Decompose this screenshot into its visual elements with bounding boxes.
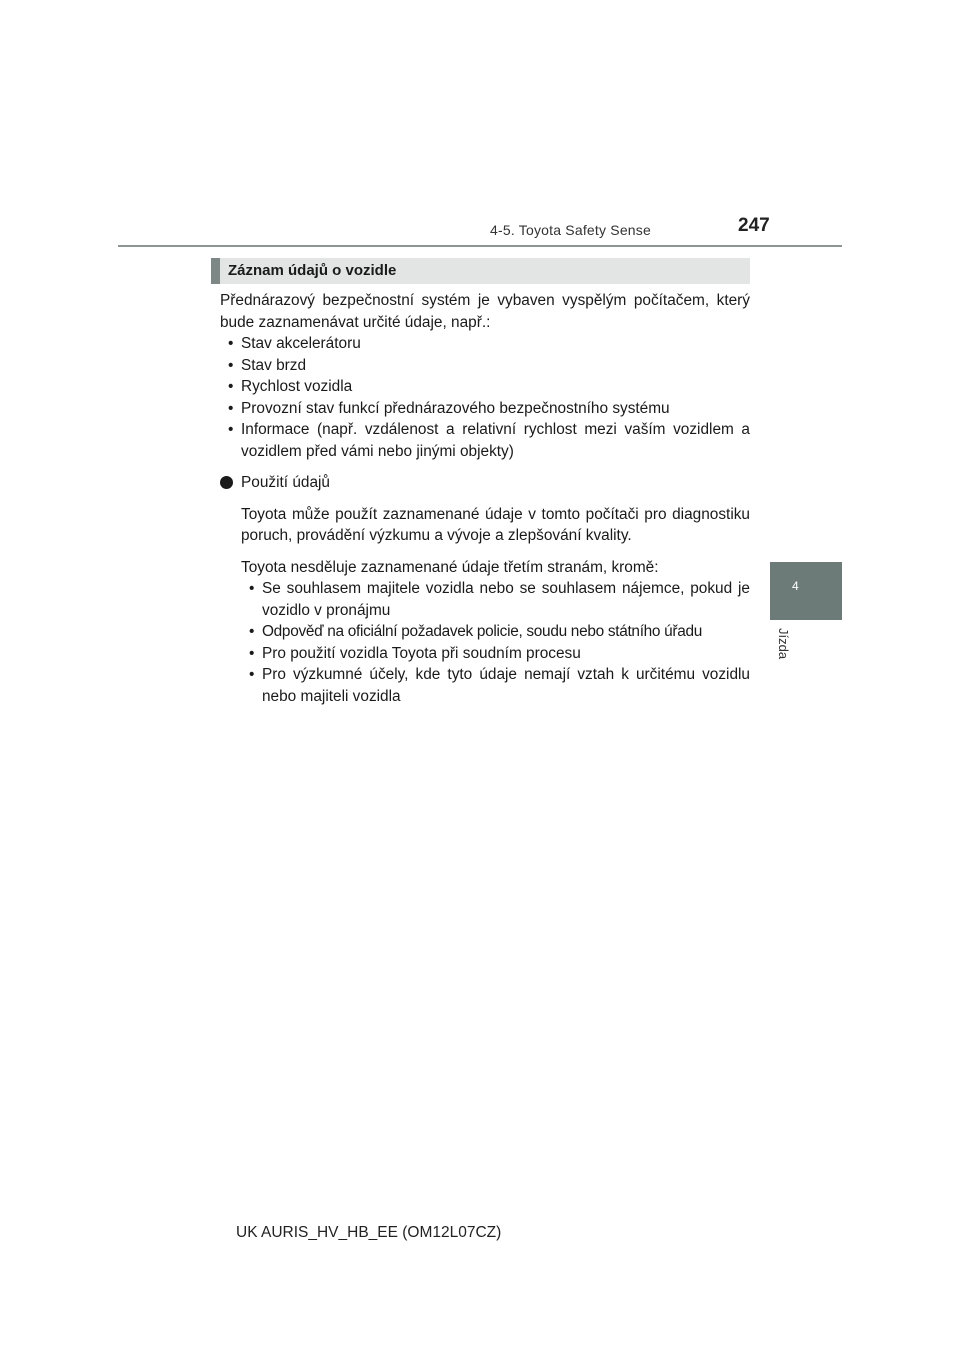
list-item: • Stav akcelerátoru xyxy=(220,333,750,355)
page-content xyxy=(220,290,750,707)
list-item: • Informace (např. vzdálenost a relativní rychlost mezi vaším vozidlem a vozidlem před vámi nebo jinými objekty) xyxy=(220,419,750,462)
list-item: • Rychlost vozidla xyxy=(220,376,750,398)
bullet-circle-icon xyxy=(220,476,233,489)
page-number: 247 xyxy=(738,215,770,236)
list-item: • Se souhlasem majitele vozidla nebo se souhlasem nájemce, pokud je vozidlo v pronájmu xyxy=(241,578,750,621)
running-header-section: 4-5. Toyota Safety Sense xyxy=(490,222,651,238)
list-item: • Pro použití vozidla Toyota při soudním procesu xyxy=(241,643,750,665)
document-code: UK AURIS_HV_HB_EE (OM12L07CZ) xyxy=(236,1224,502,1241)
section-title-bar xyxy=(211,258,750,284)
usage-section xyxy=(220,472,750,707)
usage-heading: Použití údajů xyxy=(241,474,330,491)
recorded-items-list xyxy=(220,333,750,462)
list-item: • Pro výzkumné účely, kde tyto údaje nemají vztah k určitému vozidlu nebo majiteli vozidla xyxy=(241,664,750,707)
usage-paragraph-2: Toyota nesděluje zaznamenané údaje třetím stranám, kromě: xyxy=(241,558,659,576)
usage-body xyxy=(241,504,750,708)
list-item: • Odpověď na oficiální požadavek policie, soudu nebo státního úřadu xyxy=(241,621,750,643)
chapter-number: 4 xyxy=(792,579,799,593)
list-item: • Stav brzd xyxy=(220,355,750,377)
list-item: • Provozní stav funkcí přednárazového bezpečnostního systému xyxy=(220,398,750,420)
chapter-label: Jízda xyxy=(776,628,791,660)
header-divider xyxy=(118,245,842,247)
usage-paragraph-1: Toyota může použít zaznamenané údaje v tomto počítači pro diagnostiku poruch, provádění výzkumu a vývoje a zlepšování kvality. xyxy=(241,505,750,544)
exceptions-list xyxy=(241,578,750,707)
section-title: Záznam údajů o vozidle xyxy=(228,262,397,279)
chapter-tab xyxy=(770,562,842,620)
intro-paragraph: Přednárazový bezpečnostní systém je vybaven vyspělým počítačem, který bude zaznamenávat určité údaje, např.: xyxy=(220,292,750,331)
